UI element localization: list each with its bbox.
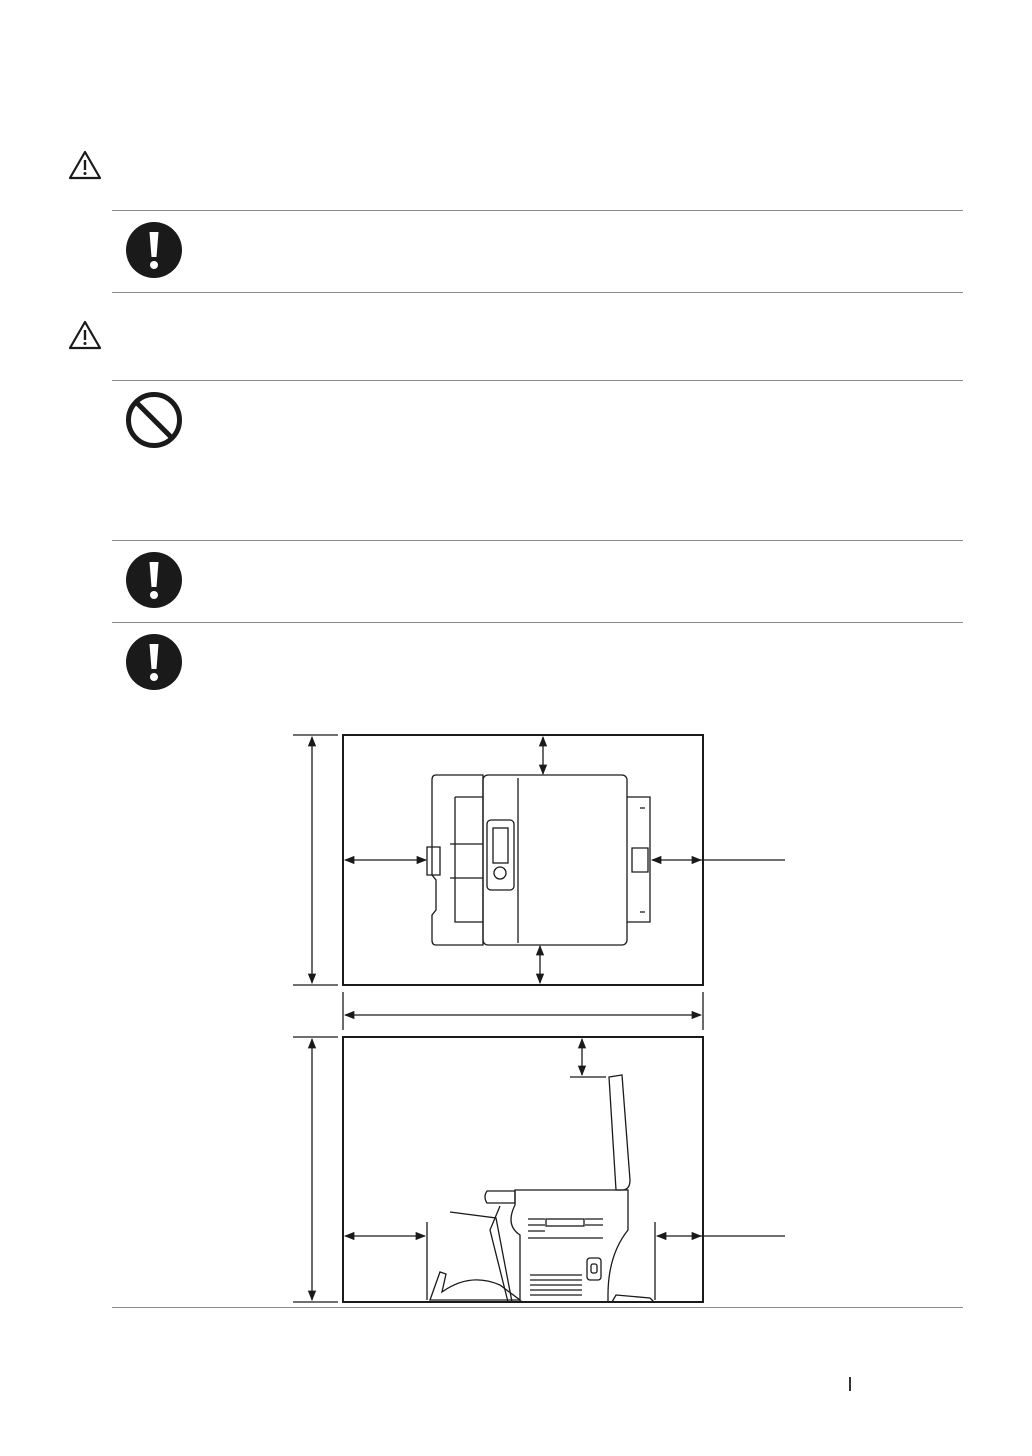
printer-display [493, 828, 508, 863]
page-number-separator [849, 1377, 851, 1391]
warning-triangle-icon [68, 150, 102, 180]
divider [112, 540, 963, 541]
prohibition-icon [125, 391, 183, 449]
mandatory-exclamation-icon [125, 221, 183, 279]
printer-button [494, 867, 506, 879]
divider [112, 292, 963, 293]
divider [112, 622, 963, 623]
mandatory-exclamation-icon [125, 633, 183, 691]
printer-top-main [483, 775, 627, 945]
divider [112, 210, 963, 211]
divider [112, 380, 963, 381]
printer-side-label [546, 1219, 584, 1226]
printer-lid-open [609, 1075, 630, 1190]
divider [112, 1307, 963, 1308]
printer-power-switch [587, 1258, 601, 1280]
side-view [343, 1037, 785, 1302]
side-view-frame [343, 1037, 703, 1302]
clearance-diagram [280, 725, 800, 1310]
warning-triangle-icon [68, 320, 102, 350]
top-view [343, 735, 785, 985]
mandatory-exclamation-icon [125, 551, 183, 609]
